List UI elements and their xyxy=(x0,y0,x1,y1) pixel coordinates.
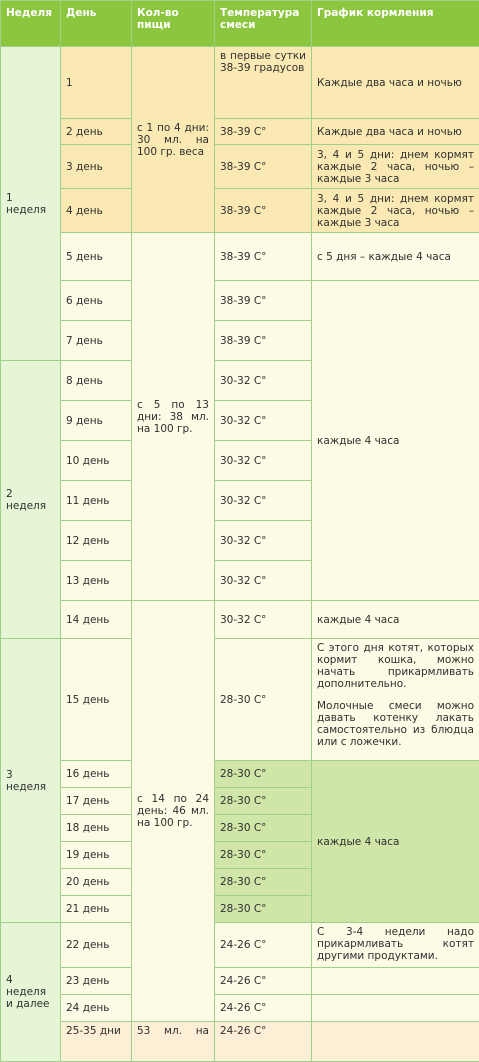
header-day: День xyxy=(61,1,132,47)
day-cell: 4 день xyxy=(61,189,132,233)
table-row xyxy=(1,761,479,788)
temperature-cell: 38-39 С° xyxy=(215,281,312,321)
header-row xyxy=(1,1,479,47)
amount-cell: с 1 по 4 дни: 30 мл. на 100 гр. веса xyxy=(132,47,215,233)
temperature-cell: 28-30 С° xyxy=(215,788,312,815)
day-cell: 9 день xyxy=(61,401,132,441)
day-cell: 11 день xyxy=(61,481,132,521)
header-schedule: График кормления xyxy=(312,1,479,47)
temperature-cell: 30-32 С° xyxy=(215,521,312,561)
temperature-cell: 28-30 С° xyxy=(215,842,312,869)
temperature-cell: 38-39 С° xyxy=(215,119,312,145)
schedule-cell: Каждые два часа и ночью xyxy=(312,119,479,145)
day-cell: 20 день xyxy=(61,869,132,896)
temperature-cell: 38-39 С° xyxy=(215,189,312,233)
schedule-cell xyxy=(312,639,479,761)
week-cell: 3 неделя xyxy=(1,639,61,923)
schedule-note: Молочные смеси можно давать котенку лакать самостоятельно из блюдца или с ложечки. xyxy=(317,700,474,748)
schedule-cell: каждые 4 часа xyxy=(312,761,479,923)
schedule-cell xyxy=(312,995,479,1022)
day-cell: 10 день xyxy=(61,441,132,481)
table-row xyxy=(1,995,479,1022)
day-cell: 24 день xyxy=(61,995,132,1022)
schedule-cell: Каждые два часа и ночью xyxy=(312,47,479,119)
day-cell: 14 день xyxy=(61,601,132,639)
amount-cell: с 5 по 13 дни: 38 мл. на 100 гр. xyxy=(132,233,215,601)
day-cell: 5 день xyxy=(61,233,132,281)
temperature-cell: 28-30 С° xyxy=(215,815,312,842)
day-cell: 12 день xyxy=(61,521,132,561)
table-row xyxy=(1,145,479,189)
schedule-cell xyxy=(312,1022,479,1062)
table-row xyxy=(1,281,479,321)
schedule-cell xyxy=(312,968,479,995)
table-row xyxy=(1,968,479,995)
day-cell: 25-35 дни xyxy=(61,1022,132,1062)
amount-cell: с 14 по 24 день: 46 мл. на 100 гр. xyxy=(132,601,215,1022)
table-row xyxy=(1,47,479,119)
schedule-cell: каждые 4 часа xyxy=(312,281,479,601)
schedule-note: С этого дня котят, которых кормит кошка, можно начать прикармливать дополнительно. xyxy=(317,642,474,690)
schedule-cell: с 5 дня – каждые 4 часа xyxy=(312,233,479,281)
week-cell: 4 неделя и далее xyxy=(1,923,61,1062)
day-cell: 19 день xyxy=(61,842,132,869)
temperature-cell: 28-30 С° xyxy=(215,869,312,896)
day-cell: 16 день xyxy=(61,761,132,788)
temperature-cell: 30-32 С° xyxy=(215,481,312,521)
temperature-cell: 24-26 С° xyxy=(215,968,312,995)
schedule-cell: 3, 4 и 5 дни: днем кормят каждые 2 часа, ночью – каждые 3 часа xyxy=(312,145,479,189)
temperature-cell: 30-32 С° xyxy=(215,441,312,481)
day-cell: 13 день xyxy=(61,561,132,601)
day-cell: 17 день xyxy=(61,788,132,815)
temperature-cell: 30-32 С° xyxy=(215,361,312,401)
temperature-cell: 28-30 С° xyxy=(215,761,312,788)
day-cell: 2 день xyxy=(61,119,132,145)
amount-cell: 53 мл. на xyxy=(132,1022,215,1062)
day-cell: 6 день xyxy=(61,281,132,321)
schedule-cell: 3, 4 и 5 дни: днем кормят каждые 2 часа, ночью – каждые 3 часа xyxy=(312,189,479,233)
temperature-cell: 28-30 С° xyxy=(215,639,312,761)
temperature-cell: 30-32 С° xyxy=(215,601,312,639)
table-row xyxy=(1,119,479,145)
table-row xyxy=(1,189,479,233)
temperature-cell: 24-26 С° xyxy=(215,923,312,968)
day-cell: 23 день xyxy=(61,968,132,995)
header-week: Неделя xyxy=(1,1,61,47)
day-cell: 15 день xyxy=(61,639,132,761)
temperature-cell: в первые сутки 38-39 градусов xyxy=(215,47,312,119)
schedule-cell: С 3-4 недели надо прикармливать котят другими продуктами. xyxy=(312,923,479,968)
temperature-cell: 24-26 С° xyxy=(215,995,312,1022)
table-row xyxy=(1,601,479,639)
day-cell: 21 день xyxy=(61,896,132,923)
temperature-cell: 28-30 С° xyxy=(215,896,312,923)
schedule-cell: каждые 4 часа xyxy=(312,601,479,639)
temperature-cell: 30-32 С° xyxy=(215,561,312,601)
day-cell: 1 xyxy=(61,47,132,119)
temperature-cell: 24-26 С° xyxy=(215,1022,312,1062)
table-row xyxy=(1,233,479,281)
day-cell: 8 день xyxy=(61,361,132,401)
temperature-cell: 38-39 С° xyxy=(215,321,312,361)
week-cell: 2 неделя xyxy=(1,361,61,639)
week-cell: 1 неделя xyxy=(1,47,61,361)
day-cell: 22 день xyxy=(61,923,132,968)
header-temperature: Температура смеси xyxy=(215,1,312,47)
table-row xyxy=(1,1022,479,1062)
temperature-cell: 30-32 С° xyxy=(215,401,312,441)
temperature-cell: 38-39 С° xyxy=(215,233,312,281)
day-cell: 18 день xyxy=(61,815,132,842)
day-cell: 3 день xyxy=(61,145,132,189)
table-row xyxy=(1,639,479,761)
temperature-cell: 38-39 С° xyxy=(215,145,312,189)
header-amount: Кол-во пищи xyxy=(132,1,215,47)
table-row xyxy=(1,923,479,968)
day-cell: 7 день xyxy=(61,321,132,361)
